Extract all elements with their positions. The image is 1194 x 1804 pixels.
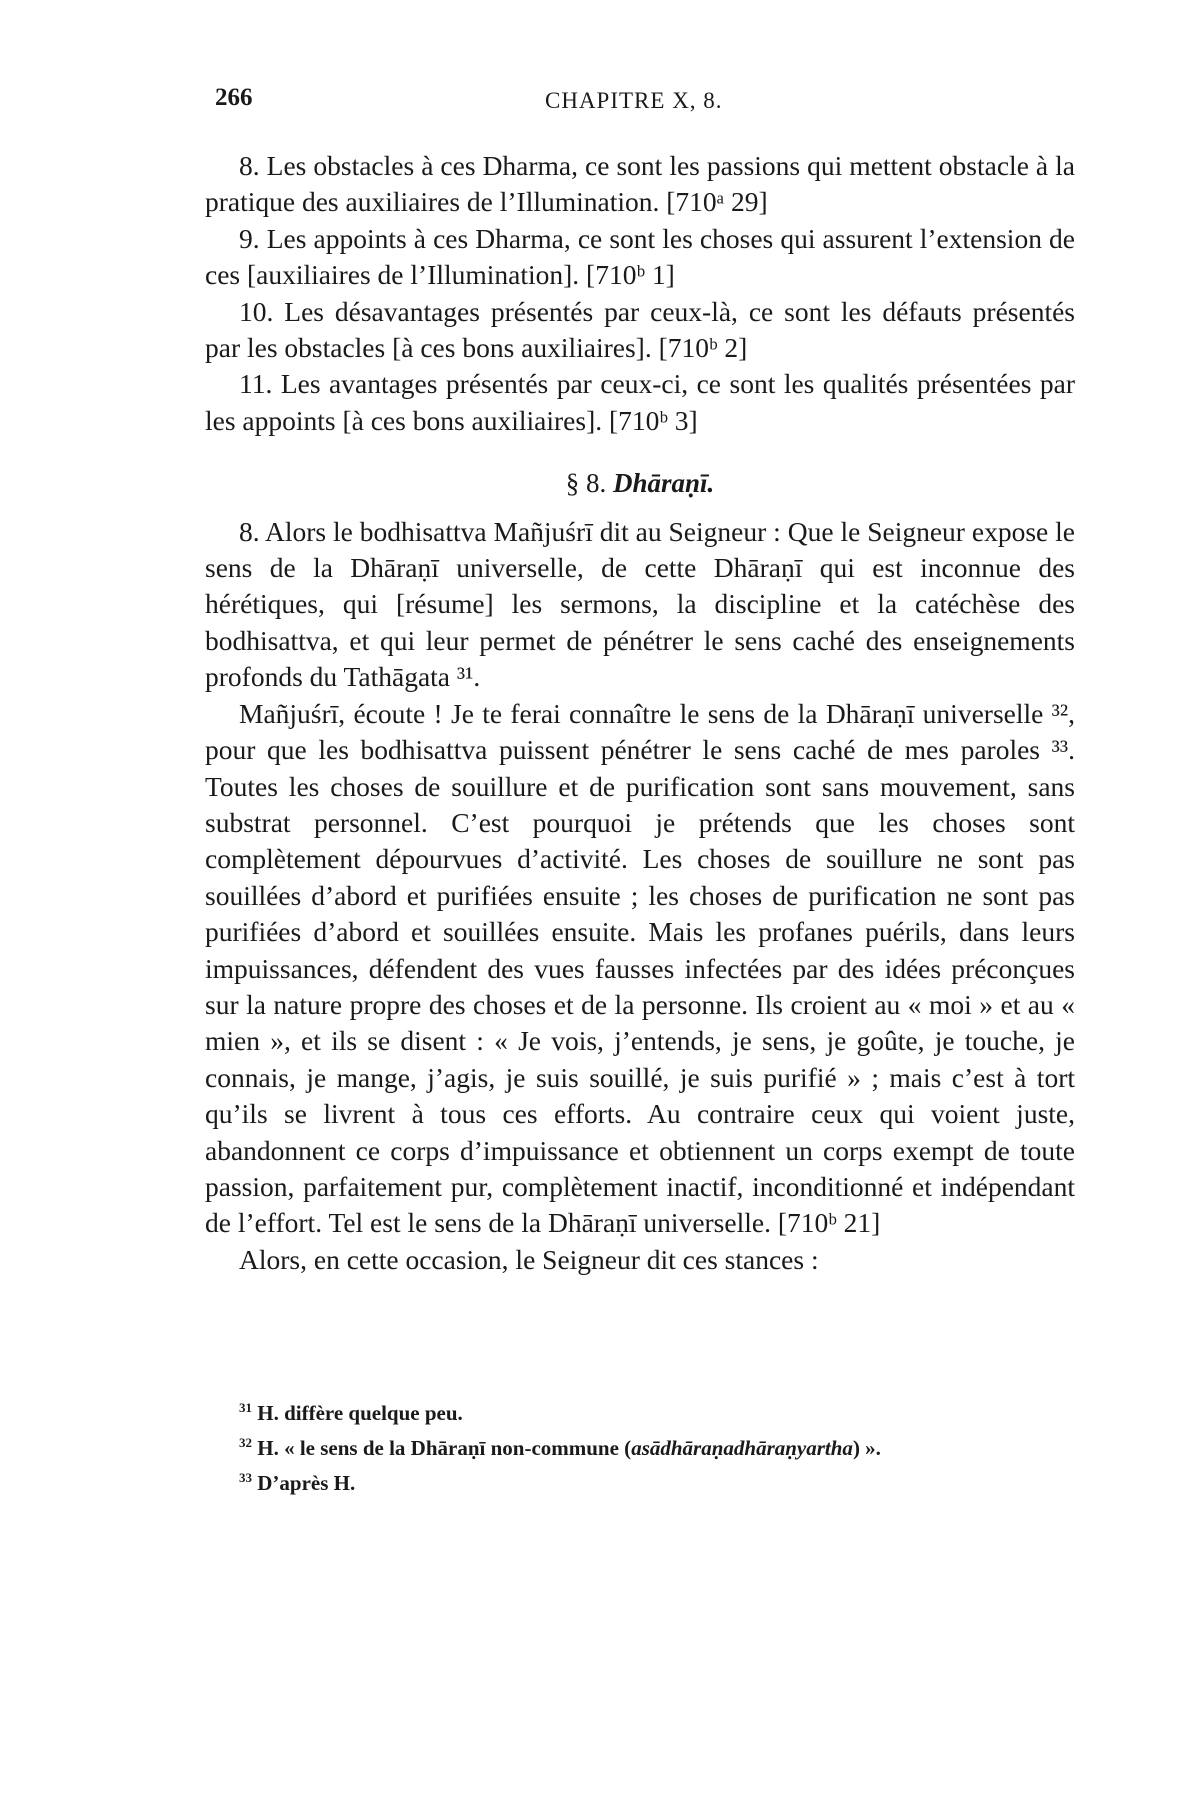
paragraph-10-desavantages: 10. Les désavantages présentés par ceux-là, ce sont les défauts présentés par les obstacles [à ces bons auxiliaires]. [710ᵇ 2] — [205, 295, 1075, 364]
footnote-mark: 31 — [239, 1400, 252, 1415]
footnote-italic-term: asādhāraṇadhāraṇyartha — [631, 1436, 853, 1460]
footnote-32 — [215, 1428, 1075, 1463]
section-heading — [205, 465, 1075, 501]
paragraph-stances-intro: Alors, en cette occasion, le Seigneur dit ces stances : — [239, 1243, 819, 1275]
footnote-text: H. « le sens de la Dhāraṇī non-commune ( — [257, 1436, 632, 1460]
running-head — [205, 84, 1075, 124]
footnotes — [215, 1393, 1075, 1498]
footnote-mark: 32 — [239, 1435, 252, 1450]
footnote-text-after: ) ». — [852, 1436, 881, 1460]
footnote-31 — [215, 1393, 1075, 1428]
footnote-mark: 33 — [239, 1470, 252, 1485]
section-number: § 8. — [565, 468, 607, 499]
paragraph-dharani-explanation: Mañjuśrī, écoute ! Je te ferai connaître le sens de la Dhāraṇī universelle ³², pour que les bodhisattva puissent pénétrer le sens caché de mes paroles ³³. Toutes les choses de souillure et de purification sont sans mouvement, sans substrat personnel. C’est pourquoi je prétends que les choses sont complètement dépourvues d’activité. Les choses de souillure ne sont pas souillées d’abord et purifiées ensuite ; les choses de purification ne sont pas purifiées d’abord et souillées ensuite. Mais les profanes puérils, dans leurs impuissances, défendent des vues fausses infectées par des idées préconçues sur la nature propre des choses et de la personne. Ils croient au « moi » et au « mien », et ils se disent : « Je vois, j’entends, je sens, je goûte, je touche, je connais, je mange, j’agis, je suis souillé, je suis purifié » ; mais c’est à tort qu’ils se livrent à tous ces efforts. Au contraire ceux qui voient juste, abandonnent ce corps d’impuissance et obtiennent un corps exempt de toute passion, parfaitement pur, complètement inactif, inconditionné et indépendant de l’effort. Tel est le sens de la Dhāraṇī universelle. [710ᵇ 21] — [205, 697, 1075, 1239]
footnote-text: H. diffère quelque peu. — [257, 1401, 463, 1425]
body-text — [205, 148, 1075, 1278]
paragraph-9-appoints: 9. Les appoints à ces Dharma, ce sont les choses qui assurent l’extension de ces [auxiliaires de l’Illumination]. [710ᵇ 1] — [205, 222, 1075, 291]
chapter-title: CHAPITRE X, 8. — [545, 88, 723, 113]
section-title: Dhāraṇī. — [612, 468, 715, 499]
footnote-33 — [215, 1463, 1075, 1498]
paragraph-manjusri-question: 8. Alors le bodhisattva Mañjuśrī dit au Seigneur : Que le Seigneur expose le sens de la Dhāraṇī universelle, de cette Dhāraṇī qui est inconnue des hérétiques, qui [résume] les sermons, la discipline et la catéchèse des bodhisattva, et qui leur permet de pénétrer le sens caché des enseignements profonds du Tathāgata ³¹. — [205, 515, 1075, 693]
paragraph-11-avantages: 11. Les avantages présentés par ceux-ci, ce sont les qualités présentées par les appoints [à ces bons auxiliaires]. [710ᵇ 3] — [205, 368, 1075, 436]
paragraph-8-obstacles: 8. Les obstacles à ces Dharma, ce sont les passions qui mettent obstacle à la pratique des auxiliaires de l’Illumination. [710ᵃ 29] — [205, 150, 1075, 218]
footnote-text: D’après H. — [257, 1471, 356, 1495]
page-number: 266 — [215, 84, 253, 111]
